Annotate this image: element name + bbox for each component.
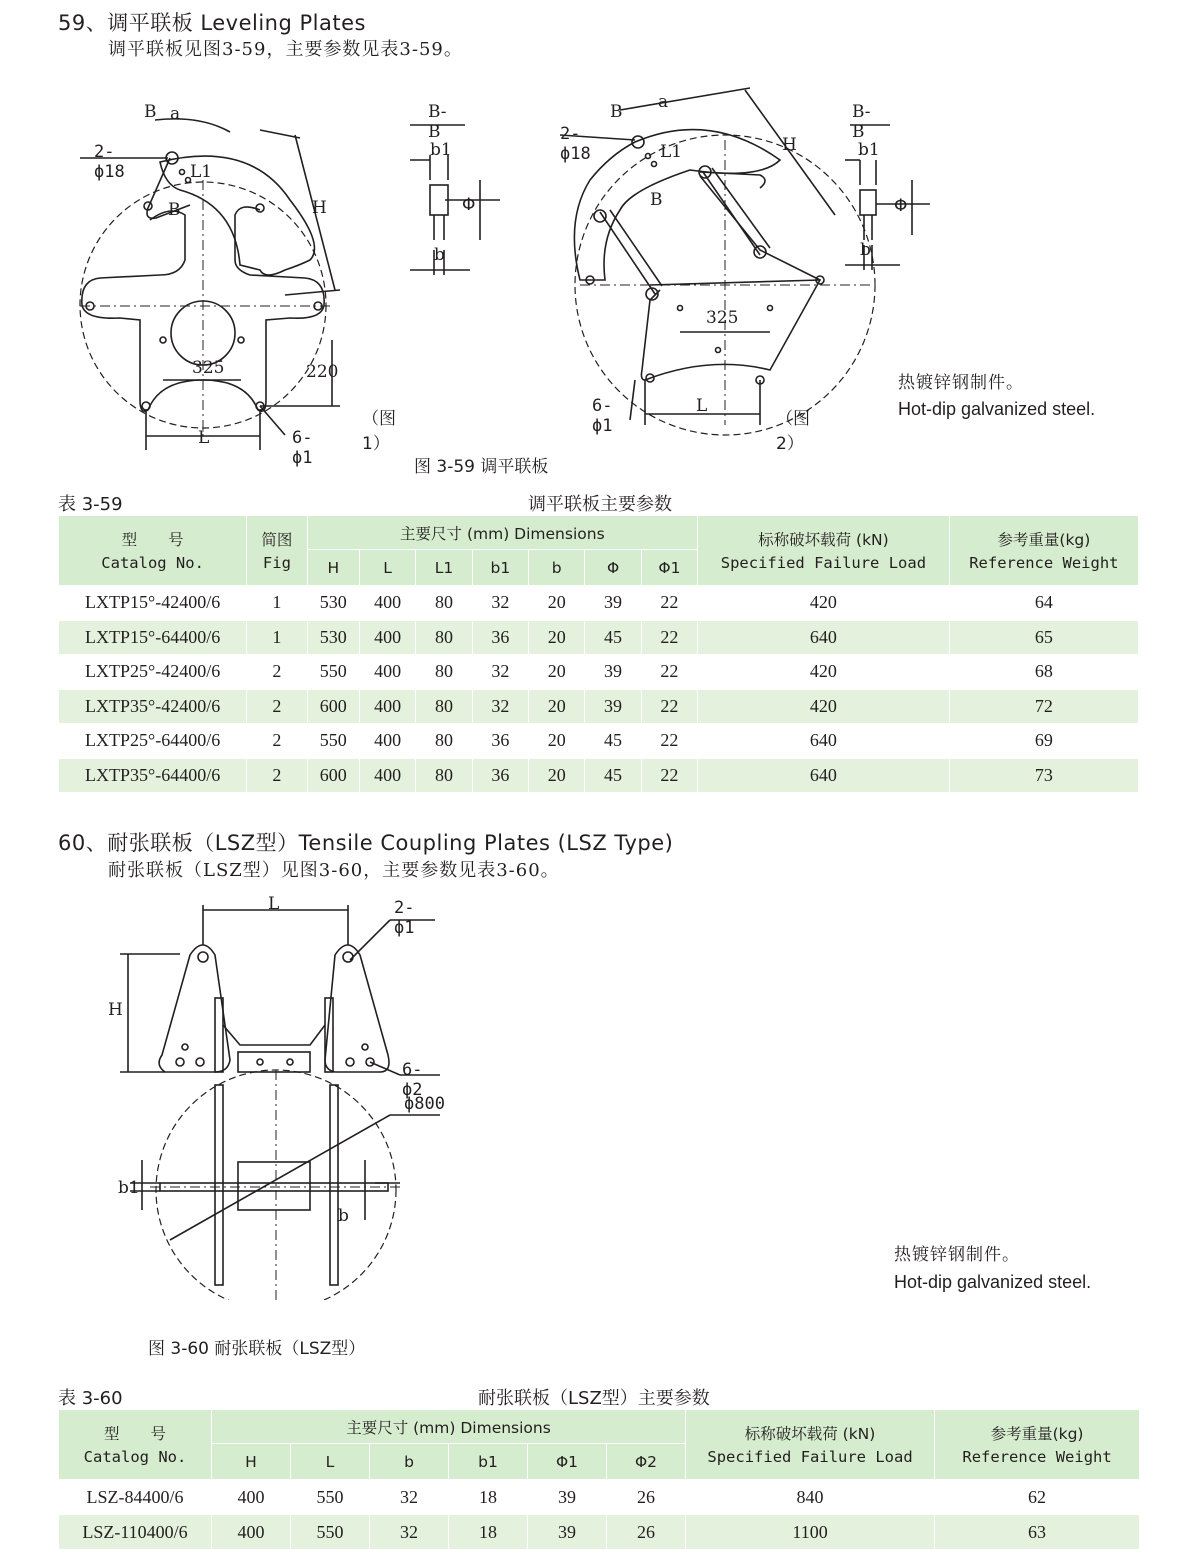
label-220: 220 (306, 362, 339, 382)
cell-b1: 32 (472, 689, 528, 724)
label-B2-f2: B (650, 190, 663, 210)
cell-b: 20 (529, 724, 585, 759)
cell-b1: 36 (472, 724, 528, 759)
table-3-60-title: 耐张联板（LSZ型）主要参数 (478, 1388, 710, 1409)
cell-fig: 2 (247, 724, 307, 759)
table-row (59, 620, 1139, 655)
label-phi-2: Φ (894, 196, 908, 216)
cell-H: 530 (307, 586, 359, 621)
cell-weight: 69 (949, 724, 1138, 759)
cell-L1: 80 (416, 620, 472, 655)
cell-weight: 68 (949, 655, 1138, 690)
cell-phi1: 22 (641, 655, 697, 690)
cell-phi: 45 (585, 724, 641, 759)
cell-phi2: 26 (607, 1515, 686, 1550)
th-dimensions: 主要尺寸 (mm) Dimensions (307, 516, 697, 550)
cell-b1: 36 (472, 620, 528, 655)
cell-L: 400 (359, 620, 415, 655)
section-60-note-en: Hot-dip galvanized steel. (894, 1272, 1092, 1292)
th-col-60: L (291, 1444, 370, 1480)
label-hole1-60: 2-ϕ1 (394, 898, 415, 938)
th-col: b (529, 550, 585, 586)
th-col-60: b (370, 1444, 449, 1480)
figure-3-60-caption: 图 3-60 耐张联板（LSZ型） (148, 1339, 366, 1359)
th-weight-60: 参考重量(kg) Reference Weight (935, 1410, 1140, 1480)
cell-model: LXTP15°-64400/6 (59, 620, 247, 655)
label-b-2: b (860, 240, 871, 260)
cell-L1: 80 (416, 689, 472, 724)
label-325-f2: 325 (706, 308, 739, 328)
th-model-60: 型 号 Catalog No. (59, 1410, 212, 1480)
cell-load: 640 (698, 620, 950, 655)
table-row (59, 758, 1139, 793)
cell-load: 640 (698, 724, 950, 759)
figure-3-59-caption: 图 3-59 调平联板 (414, 457, 549, 477)
cell-L: 400 (359, 586, 415, 621)
th-col-60: Φ1 (528, 1444, 607, 1480)
cell-b1: 18 (449, 1515, 528, 1550)
cell-weight: 73 (949, 758, 1138, 793)
table-row (59, 689, 1139, 724)
cell-phi1: 22 (641, 724, 697, 759)
cell-weight: 62 (935, 1480, 1140, 1515)
cell-load: 420 (698, 655, 950, 690)
cell-load: 420 (698, 586, 950, 621)
cell-H: 550 (307, 724, 359, 759)
cell-phi: 45 (585, 758, 641, 793)
cell-b: 20 (529, 758, 585, 793)
cell-L1: 80 (416, 655, 472, 690)
label-L-60: L (268, 894, 280, 914)
label-H: H (312, 198, 327, 218)
cell-fig: 2 (247, 689, 307, 724)
cell-phi1: 39 (528, 1480, 607, 1515)
label-L1: L1 (190, 162, 213, 182)
label-b1-60: b1 (118, 1178, 140, 1198)
table-3-60 (58, 1409, 1140, 1550)
cell-phi: 39 (585, 689, 641, 724)
cell-model: LXTP35°-64400/6 (59, 758, 247, 793)
cell-phi1: 22 (641, 689, 697, 724)
cell-L: 400 (359, 758, 415, 793)
label-B: B (144, 102, 157, 122)
label-bb-1: B-B (428, 102, 447, 142)
label-325: 325 (192, 358, 225, 378)
cell-weight: 64 (949, 586, 1138, 621)
cell-phi: 39 (585, 586, 641, 621)
fig1-label: （图1） (362, 409, 396, 454)
cell-b1: 36 (472, 758, 528, 793)
cell-L1: 80 (416, 758, 472, 793)
cell-phi1: 22 (641, 620, 697, 655)
cell-model: LSZ-110400/6 (59, 1515, 212, 1550)
th-col: Φ1 (641, 550, 697, 586)
label-hole-1-f2: 6-ϕ1 (592, 396, 613, 436)
cell-phi1: 39 (528, 1515, 607, 1550)
cell-phi2: 26 (607, 1480, 686, 1515)
table-3-59-label: 表 3-59 (58, 494, 123, 515)
cell-load: 840 (686, 1480, 935, 1515)
th-col: b1 (472, 550, 528, 586)
label-b1-2: b1 (858, 140, 880, 160)
section-59-note-cn: 热镀锌钢制件。 (898, 373, 1024, 393)
cell-L: 400 (359, 724, 415, 759)
table-row (59, 1480, 1140, 1515)
cell-H: 400 (212, 1480, 291, 1515)
cell-weight: 63 (935, 1515, 1140, 1550)
th-load-60: 标称破坏载荷 (kN) Specified Failure Load (686, 1410, 935, 1480)
th-col: L (359, 550, 415, 586)
label-B2: B (168, 200, 181, 220)
label-L-f2: L (696, 396, 708, 416)
fig2-leveling-plate (560, 88, 875, 435)
cell-model: LXTP15°-42400/6 (59, 586, 247, 621)
cell-fig: 1 (247, 620, 307, 655)
cell-b: 20 (529, 689, 585, 724)
th-col-60: H (212, 1444, 291, 1480)
th-col: Φ (585, 550, 641, 586)
th-fig: 简图 Fig (247, 516, 307, 586)
th-model: 型 号 Catalog No. (59, 516, 247, 586)
label-hole-18-f2: 2-ϕ18 (560, 124, 591, 164)
label-a-f2: a (658, 92, 669, 112)
cell-b: 20 (529, 655, 585, 690)
cell-b: 32 (370, 1480, 449, 1515)
th-col-60: b1 (449, 1444, 528, 1480)
table-row (59, 1515, 1140, 1550)
cell-model: LXTP25°-42400/6 (59, 655, 247, 690)
fig2-label: （图2） (776, 409, 810, 454)
th-load: 标称破坏载荷 (kN) Specified Failure Load (698, 516, 950, 586)
cell-model: LXTP25°-64400/6 (59, 724, 247, 759)
cell-phi: 39 (585, 655, 641, 690)
cell-weight: 65 (949, 620, 1138, 655)
label-H-f2: H (782, 135, 797, 155)
section-60-note-cn: 热镀锌钢制件。 (894, 1245, 1020, 1265)
cell-H: 550 (307, 655, 359, 690)
cell-phi1: 22 (641, 586, 697, 621)
cell-load: 420 (698, 689, 950, 724)
cell-L: 400 (359, 655, 415, 690)
section-59-heading: 59、调平联板 Leveling Plates (58, 11, 366, 35)
cell-H: 530 (307, 620, 359, 655)
cell-H: 600 (307, 689, 359, 724)
table-3-60-label: 表 3-60 (58, 1388, 123, 1409)
table-3-59 (58, 515, 1139, 793)
cell-fig: 2 (247, 655, 307, 690)
cell-fig: 2 (247, 758, 307, 793)
cell-phi: 45 (585, 620, 641, 655)
label-b-1: b (434, 245, 445, 265)
cell-model: LXTP35°-42400/6 (59, 689, 247, 724)
cell-b: 32 (370, 1515, 449, 1550)
cell-L1: 80 (416, 724, 472, 759)
th-col-60: Φ2 (607, 1444, 686, 1480)
cell-L1: 80 (416, 586, 472, 621)
cell-b1: 32 (472, 586, 528, 621)
label-B-f2: B (610, 102, 623, 122)
table-row (59, 586, 1139, 621)
label-a: a (170, 104, 181, 124)
label-hole2-60: 6-ϕ2 (402, 1060, 423, 1100)
section-59-subtext: 调平联板见图3-59，主要参数见表3-59。 (108, 39, 463, 60)
cell-weight: 72 (949, 689, 1138, 724)
section-60-heading: 60、耐张联板（LSZ型）Tensile Coupling Plates (LSZ Type) (58, 831, 674, 855)
cell-load: 640 (698, 758, 950, 793)
cell-L: 400 (359, 689, 415, 724)
th-weight: 参考重量(kg) Reference Weight (949, 516, 1138, 586)
cell-b1: 32 (472, 655, 528, 690)
cell-H: 600 (307, 758, 359, 793)
label-hole-1: 6-ϕ1 (292, 428, 313, 468)
cell-L: 550 (291, 1515, 370, 1550)
label-L1-f2: L1 (660, 142, 683, 162)
cell-H: 400 (212, 1515, 291, 1550)
cell-b1: 18 (449, 1480, 528, 1515)
cell-L: 550 (291, 1480, 370, 1515)
cell-load: 1100 (686, 1515, 935, 1550)
cell-model: LSZ-84400/6 (59, 1480, 212, 1515)
table-row (59, 655, 1139, 690)
label-hole-18: 2-ϕ18 (94, 142, 125, 182)
section-59-note-en: Hot-dip galvanized steel. (898, 399, 1096, 419)
th-dimensions-60: 主要尺寸 (mm) Dimensions (212, 1410, 686, 1444)
th-col: H (307, 550, 359, 586)
label-b1-1: b1 (430, 140, 452, 160)
cell-phi1: 22 (641, 758, 697, 793)
cell-b: 20 (529, 620, 585, 655)
section-60-subtext: 耐张联板（LSZ型）见图3-60，主要参数见表3-60。 (108, 860, 560, 881)
label-bb-2: B-B (852, 102, 871, 142)
cell-fig: 1 (247, 586, 307, 621)
cell-b: 20 (529, 586, 585, 621)
label-b-60: b (338, 1206, 349, 1226)
label-H-60: H (108, 1000, 123, 1020)
label-d800-60: ϕ800 (404, 1094, 445, 1114)
table-row (59, 724, 1139, 759)
table-3-59-title: 调平联板主要参数 (528, 494, 672, 515)
fig1-bb-section (410, 125, 500, 275)
th-col: L1 (416, 550, 472, 586)
label-L: L (198, 428, 210, 448)
label-phi-1: Φ (462, 195, 476, 215)
